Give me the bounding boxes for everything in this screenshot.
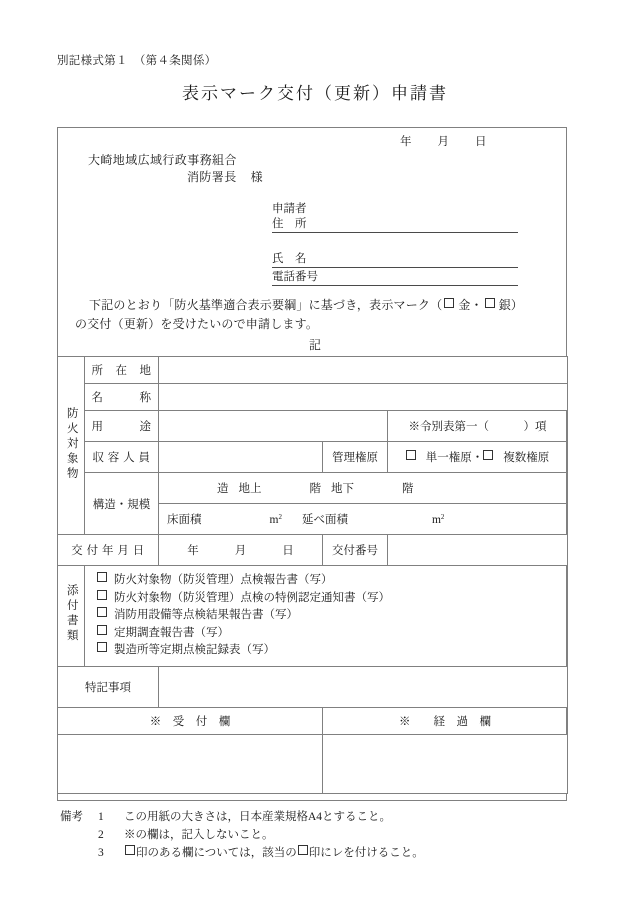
issue-number-label-cell: 交付番号 bbox=[323, 535, 388, 566]
remarks-label-cell: 特記事項 bbox=[58, 666, 159, 707]
issue-month-label: 月 bbox=[234, 545, 247, 557]
structure-areas-cell[interactable] bbox=[159, 504, 567, 535]
date-month-label: 月 bbox=[437, 136, 449, 148]
attachment-checkbox[interactable] bbox=[97, 625, 107, 635]
silver-checkbox[interactable] bbox=[485, 298, 495, 308]
underground-label: 地下 bbox=[331, 483, 354, 495]
above-ground-label: 地上 bbox=[238, 483, 262, 495]
floor-area-unit-sup: 2 bbox=[278, 513, 282, 521]
application-body-text bbox=[75, 296, 555, 334]
attachments-list bbox=[85, 566, 567, 666]
table-row-name bbox=[58, 384, 568, 411]
applicant-name-field[interactable] bbox=[272, 250, 518, 268]
location-label: 所 在 地 bbox=[91, 365, 152, 377]
note-row bbox=[60, 826, 424, 844]
attachment-item[interactable] bbox=[97, 642, 567, 660]
attachment-item[interactable] bbox=[97, 607, 567, 625]
attachments-label: 添付書類 bbox=[65, 584, 78, 645]
fire-object-vertical-label-cell bbox=[58, 357, 85, 535]
table-row-remarks bbox=[58, 666, 568, 707]
attachment-label: 防火対象物（防災管理）点検の特例認定通知書（写） bbox=[114, 591, 390, 604]
use-reference-cell[interactable]: ※令別表第一（ ）項 bbox=[388, 411, 568, 442]
issue-day-label: 日 bbox=[282, 545, 294, 557]
issue-date-label-cell bbox=[58, 535, 159, 566]
table-row-structure bbox=[58, 473, 568, 535]
remarks-value-cell[interactable] bbox=[159, 666, 568, 707]
addressee-title: 消防署長 bbox=[187, 170, 237, 184]
issue-date-value-cell[interactable] bbox=[159, 535, 323, 566]
note-text: ※の欄は，記入しないこと。 bbox=[124, 829, 274, 841]
note-row bbox=[60, 844, 424, 862]
single-authority-checkbox[interactable] bbox=[406, 450, 416, 460]
capacity-label: 収 容 人 員 bbox=[92, 452, 151, 464]
attachment-checkbox[interactable] bbox=[97, 590, 107, 600]
location-label-cell bbox=[85, 357, 159, 384]
attachment-checkbox[interactable] bbox=[97, 642, 107, 652]
checkbox-glyph-icon bbox=[125, 845, 135, 855]
use-label-cell bbox=[85, 411, 159, 442]
applicant-label: 申請者 bbox=[272, 203, 307, 215]
multiple-authority-checkbox[interactable] bbox=[483, 450, 493, 460]
attachment-item[interactable] bbox=[97, 572, 567, 590]
attachments-vertical-label-cell bbox=[58, 566, 85, 667]
table-row-use bbox=[58, 411, 568, 442]
table-row-office-body bbox=[58, 734, 568, 793]
attachment-checkbox[interactable] bbox=[97, 572, 107, 582]
floor-area-label: 床面積 bbox=[167, 514, 202, 526]
floor-area-unit: m bbox=[269, 514, 279, 526]
note-number: 2 bbox=[98, 829, 104, 841]
application-date-line bbox=[400, 133, 487, 149]
table-row-capacity bbox=[58, 442, 568, 473]
attachment-item[interactable] bbox=[97, 625, 567, 643]
ki-marker: 記 bbox=[308, 338, 321, 352]
underground-unit: 階 bbox=[402, 483, 414, 495]
note-text-part-b: 印にレを付けること。 bbox=[308, 847, 424, 859]
addressee-person bbox=[187, 168, 263, 185]
attachment-item[interactable] bbox=[97, 590, 567, 608]
note-text-part-a: 印のある欄については，該当の bbox=[136, 847, 297, 859]
date-year-label: 年 bbox=[400, 136, 412, 148]
capacity-label-cell bbox=[85, 442, 159, 473]
silver-label: 銀） bbox=[498, 298, 524, 312]
structure-sub-table bbox=[159, 473, 567, 534]
attachment-label: 消防用設備等点検結果報告書（写） bbox=[114, 609, 298, 621]
attachment-label: 防火対象物（防災管理）点検報告書（写） bbox=[114, 574, 333, 586]
attachments-list-cell bbox=[85, 566, 568, 667]
receipt-header-cell: ※ 受 付 欄 bbox=[58, 707, 323, 734]
notes-label: 備考 bbox=[60, 811, 83, 823]
table-row-issue bbox=[58, 535, 568, 566]
above-ground-unit: 階 bbox=[309, 483, 321, 495]
phone-label: 電話番号 bbox=[272, 271, 318, 283]
applicant-address-field[interactable] bbox=[272, 215, 518, 233]
name-value-cell[interactable] bbox=[159, 384, 568, 411]
progress-header-cell: ※ 経 過 欄 bbox=[323, 707, 568, 734]
total-area-unit: m bbox=[431, 514, 441, 526]
issue-date-label: 交 付 年 月 日 bbox=[71, 545, 145, 557]
single-authority-label: 単一権原・ bbox=[425, 452, 484, 464]
note-number: 3 bbox=[98, 847, 104, 859]
table-row-office-headers bbox=[58, 707, 568, 734]
structure-label-cell: 構造・規模 bbox=[85, 473, 159, 535]
structure-sub-row-areas[interactable] bbox=[159, 504, 567, 535]
note-text: この用紙の大きさは，日本産業規格A4とすること。 bbox=[124, 811, 392, 823]
fire-object-label: 防火対象物 bbox=[65, 406, 78, 482]
capacity-value-cell[interactable] bbox=[159, 442, 323, 473]
multiple-authority-label: 複数権原 bbox=[503, 452, 550, 464]
use-label: 用 途 bbox=[91, 421, 152, 433]
authority-label-cell: 管理権原 bbox=[323, 442, 388, 473]
checkbox-glyph-icon bbox=[298, 845, 308, 855]
location-value-cell[interactable] bbox=[159, 357, 568, 384]
object-name-label: 名 称 bbox=[91, 392, 152, 404]
use-value-cell[interactable] bbox=[159, 411, 388, 442]
form-number: 別記様式第１ （第４条関係） bbox=[57, 55, 217, 67]
gold-checkbox[interactable] bbox=[444, 298, 454, 308]
table-row-attachments bbox=[58, 566, 568, 667]
applicant-phone-field[interactable] bbox=[272, 268, 518, 286]
attachment-label: 製造所等定期点検記録表（写） bbox=[114, 644, 275, 656]
total-area-label: 延べ面積 bbox=[301, 514, 348, 526]
gold-label: 金・ bbox=[458, 298, 483, 312]
attachment-checkbox[interactable] bbox=[97, 607, 107, 617]
structure-sub-row-floors[interactable] bbox=[159, 473, 567, 504]
body-text-part2: の交付（更新）を受けたいので申請します。 bbox=[75, 317, 319, 331]
addressee-organization: 大崎地域広域行政事務組合 bbox=[88, 153, 237, 167]
date-day-label: 日 bbox=[475, 136, 487, 148]
addressee-honorific: 様 bbox=[250, 170, 264, 184]
address-label: 住 所 bbox=[272, 218, 307, 230]
issue-number-value-cell[interactable] bbox=[388, 535, 568, 566]
structure-type-label: 造 bbox=[217, 483, 229, 495]
structure-floors-cell[interactable] bbox=[159, 473, 567, 504]
authority-options-cell bbox=[388, 442, 568, 473]
body-text-part1: 下記のとおり「防火基準適合表示要綱」に基づき，表示マーク（ bbox=[89, 298, 443, 312]
table-row-location bbox=[58, 357, 568, 384]
name-label: 氏 名 bbox=[272, 253, 307, 265]
footer-notes bbox=[60, 808, 424, 862]
issue-year-label: 年 bbox=[187, 545, 199, 557]
name-label-cell bbox=[85, 384, 159, 411]
attachment-label: 定期調査報告書（写） bbox=[114, 626, 229, 639]
note-number: 1 bbox=[98, 811, 104, 823]
application-main-table bbox=[57, 356, 568, 794]
note-row bbox=[60, 808, 424, 826]
receipt-value-cell[interactable] bbox=[58, 734, 323, 793]
page-title: 表示マーク交付（更新）申請書 bbox=[182, 84, 448, 103]
total-area-unit-sup: 2 bbox=[440, 513, 445, 521]
progress-value-cell[interactable] bbox=[323, 734, 568, 793]
structure-value-cell bbox=[159, 473, 568, 535]
